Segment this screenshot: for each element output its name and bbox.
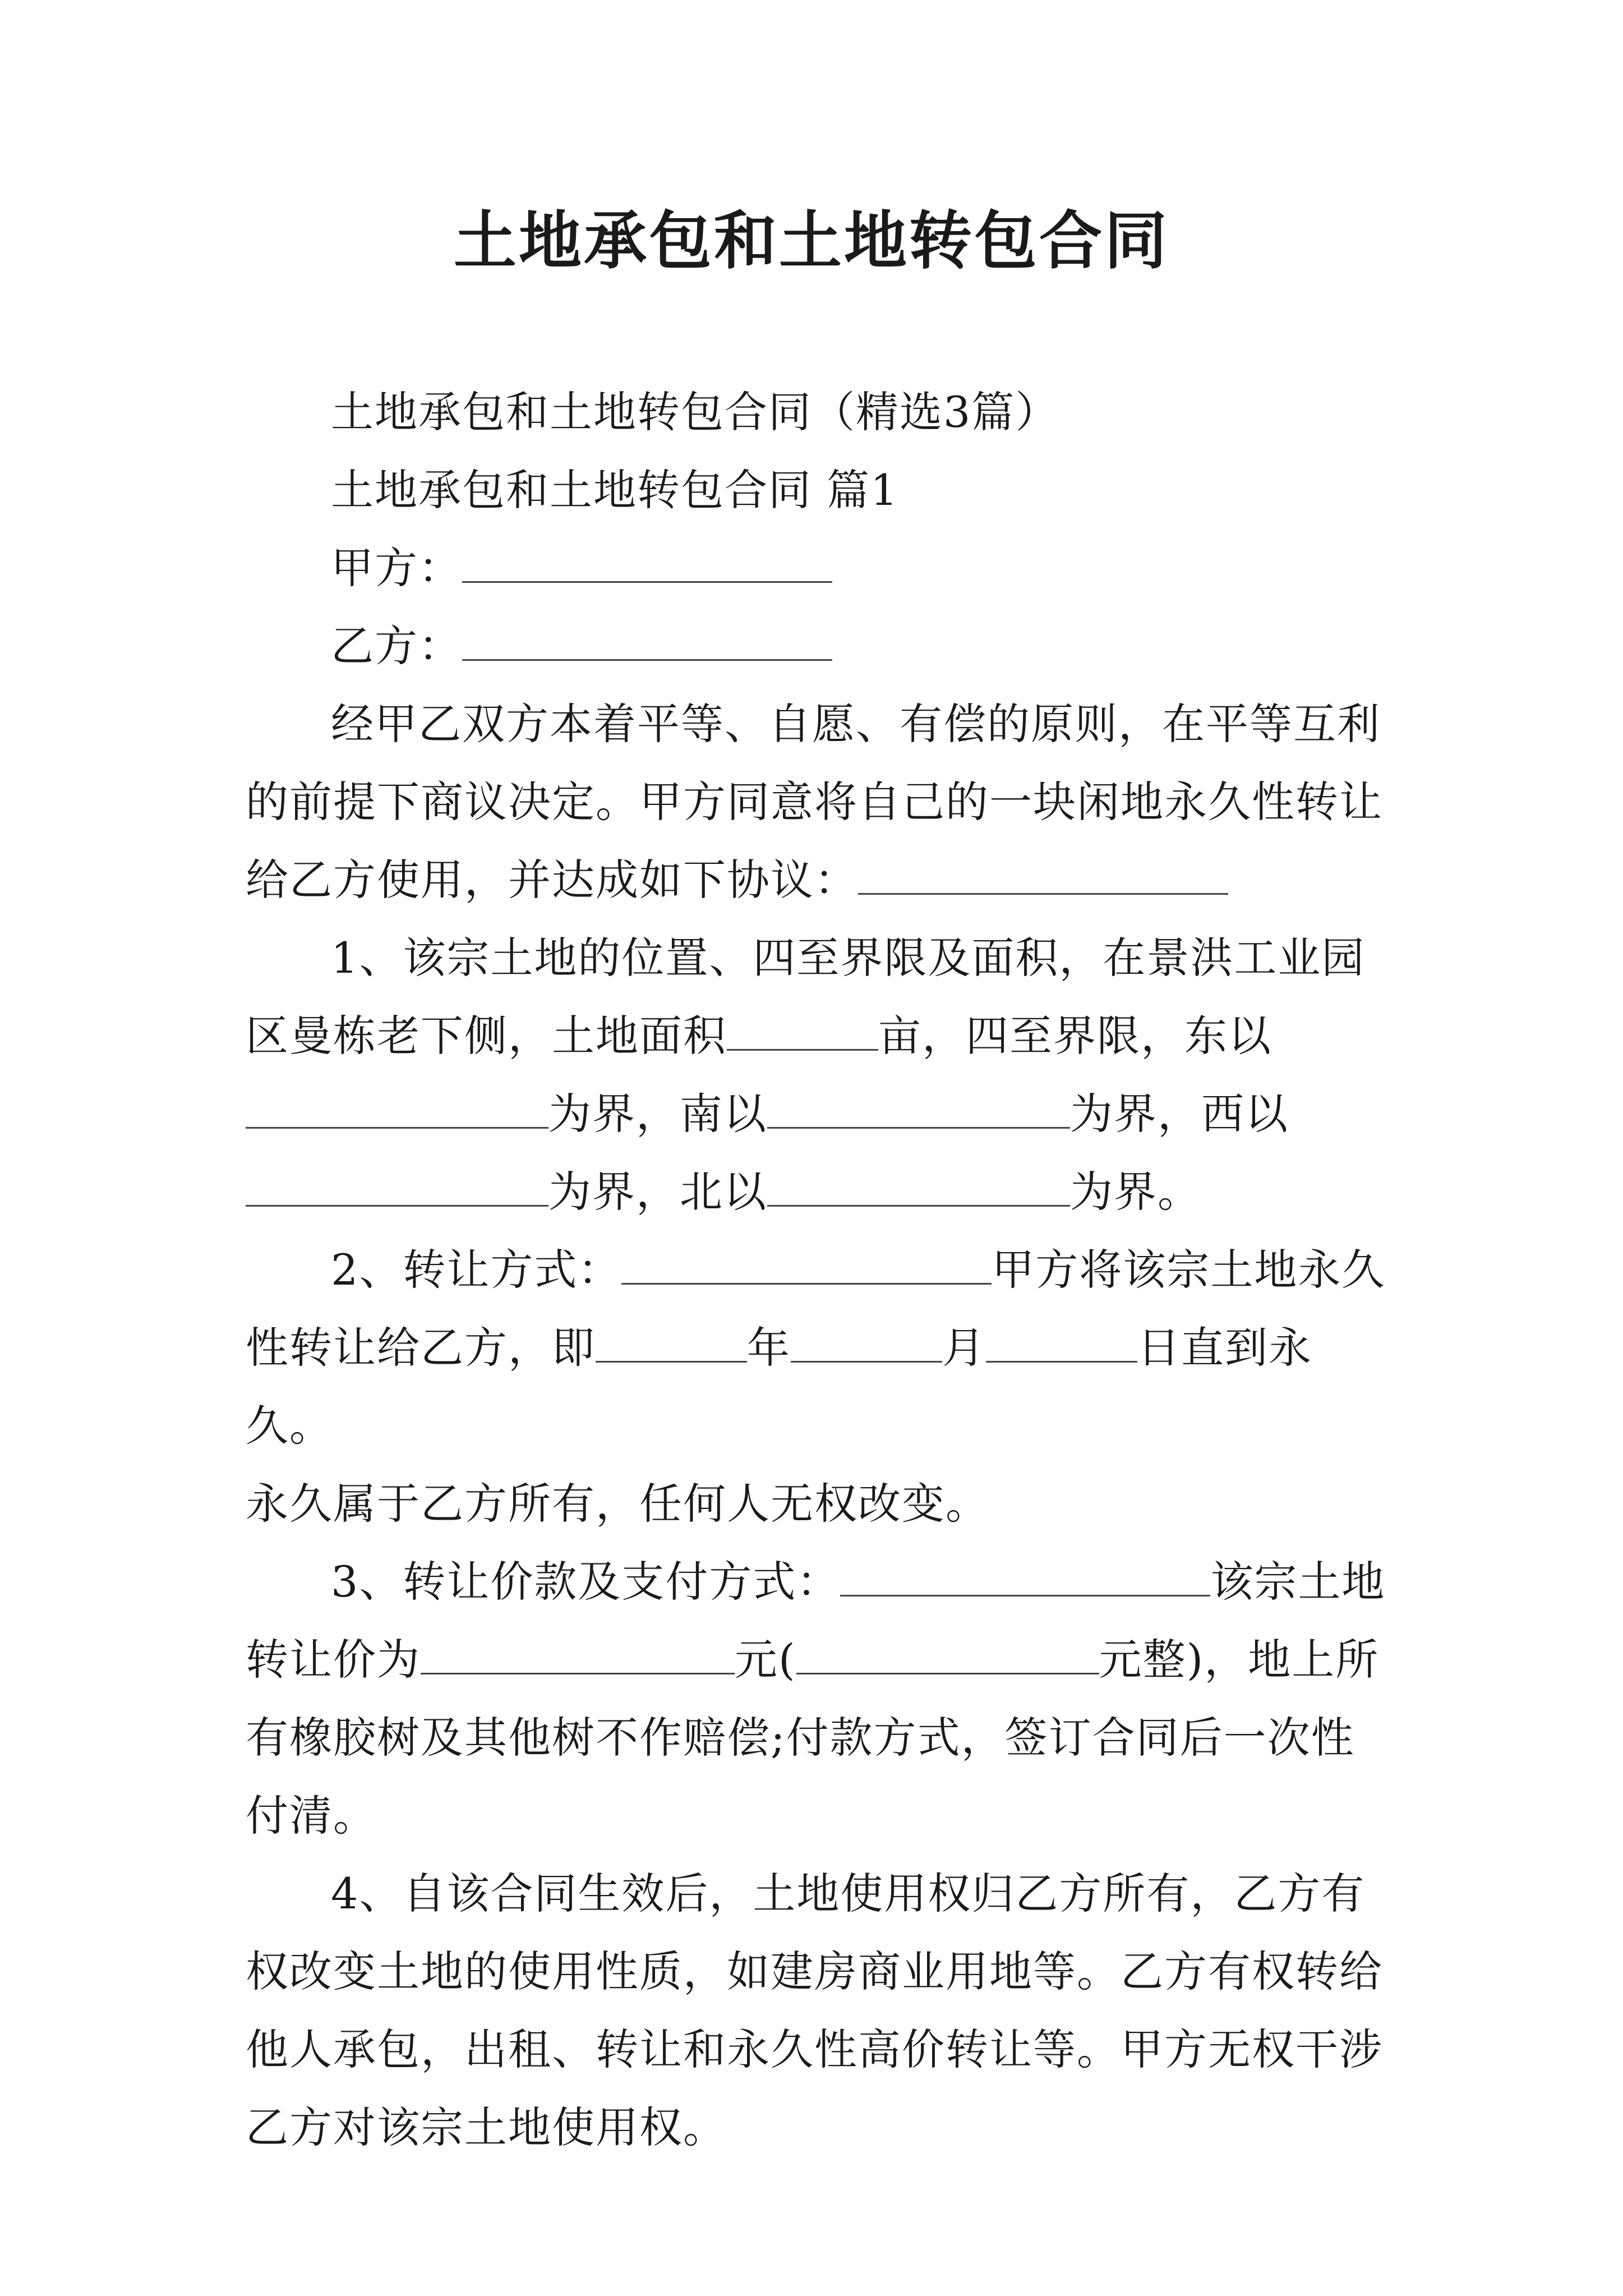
- clause-1-line-2b: 亩，四至界限，东以: [878, 1011, 1272, 1061]
- clause-1-line-3b: 为界，西以: [1070, 1089, 1289, 1139]
- section-heading: [246, 451, 1390, 529]
- clause-1-line-4b: 为界。: [1070, 1167, 1201, 1217]
- clause-3: [246, 1543, 1390, 1855]
- east-boundary-blank: [246, 1092, 548, 1129]
- clause-3-line-4: 付清。: [246, 1791, 377, 1841]
- clause-3-line-2c: 元整)，地上所: [1099, 1635, 1380, 1685]
- area-blank: [727, 1014, 878, 1051]
- clause-1-line-4a: 为界，北以: [548, 1167, 767, 1217]
- payment-method-blank: [840, 1560, 1210, 1596]
- party-a-label: 甲方：: [331, 543, 462, 593]
- clause-2-line-3: 永久属于乙方所有，任何人无权改变。: [246, 1479, 989, 1529]
- clause-1-line-3a: 为界，南以: [548, 1089, 767, 1139]
- clause-3-line-2a: 转让价为: [246, 1635, 421, 1685]
- clause-2-line-2: [246, 1309, 1390, 1465]
- transfer-method-blank: [621, 1248, 992, 1285]
- intro-paragraph: [246, 685, 1390, 919]
- subtitle-text: 土地承包和土地转包合同（精选3篇）: [331, 387, 1059, 437]
- clause-1-line-1: 1、该宗土地的位置、四至界限及面积，在景洪工业园: [331, 933, 1366, 983]
- document-title: 土地承包和土地转包合同: [454, 204, 1169, 278]
- clause-3-line-1a: 3、转让价款及支付方式：: [331, 1557, 841, 1607]
- clause-1-line-2: [246, 997, 1390, 1075]
- intro-line-3: [246, 841, 1390, 919]
- party-b-line: [246, 607, 1390, 685]
- year-label: 年: [747, 1323, 791, 1373]
- party-a-line: [246, 529, 1390, 607]
- subtitle: [246, 373, 1390, 451]
- clause-3-line-1b: 该宗土地: [1210, 1557, 1386, 1607]
- clause-1-line-2a: 区曼栋老下侧，土地面积: [246, 1011, 727, 1061]
- intro-line-3-text: 给乙方使用，并达成如下协议：: [246, 855, 858, 905]
- clause-2-line-1b: 甲方将该宗土地永久: [992, 1245, 1386, 1295]
- clause-3-line-3: 有橡胶树及其他树不作赔偿;付款方式，签订合同后一次性: [246, 1713, 1355, 1763]
- south-boundary-blank: [767, 1092, 1070, 1129]
- clause-2-line-2a: 性转让给乙方，即: [246, 1323, 596, 1373]
- north-boundary-blank: [767, 1170, 1070, 1207]
- clause-1-line-3: [246, 1075, 1390, 1153]
- price-blank: [421, 1638, 735, 1674]
- clause-3-line-1: [246, 1543, 1390, 1621]
- clause-3-line-2: [246, 1621, 1390, 1699]
- year-blank: [596, 1326, 747, 1363]
- clause-4-line-3: 他人承包，出租、转让和永久性高价转让等。甲方无权干涉: [246, 2024, 1383, 2074]
- clause-2-line-1: [246, 1231, 1390, 1309]
- price-words-blank: [796, 1638, 1099, 1674]
- agreement-blank: [858, 858, 1228, 895]
- clause-2-line-1a: 2、转让方式：: [331, 1245, 622, 1295]
- clause-4-line-2: 权改变土地的使用性质，如建房商业用地等。乙方有权转给: [246, 1947, 1383, 1996]
- month-label: 月: [942, 1323, 986, 1373]
- clause-2: [246, 1231, 1390, 1543]
- party-b-label: 乙方：: [331, 621, 462, 671]
- clause-4: [246, 1855, 1390, 2166]
- party-b-blank: [462, 624, 832, 661]
- document-body: [246, 373, 1390, 2166]
- clause-4-line-1: 4、自该合同生效后，土地使用权归乙方所有，乙方有: [331, 1869, 1366, 1918]
- month-blank: [791, 1326, 942, 1363]
- clause-2-line-2d: 日直到永久。: [246, 1323, 1312, 1451]
- clause-3-line-2b: 元(: [735, 1635, 796, 1685]
- clause-1: [246, 919, 1390, 1231]
- west-boundary-blank: [246, 1170, 548, 1207]
- party-a-blank: [462, 546, 832, 583]
- clause-4-line-4: 乙方对该宗土地使用权。: [246, 2102, 727, 2152]
- day-blank: [986, 1326, 1137, 1363]
- intro-line-1: 经甲乙双方本着平等、自愿、有偿的原则，在平等互利: [331, 699, 1381, 749]
- clause-1-line-4: [246, 1153, 1390, 1231]
- section-heading-text: 土地承包和土地转包合同 篇1: [331, 465, 899, 515]
- intro-line-2: 的前提下商议决定。甲方同意将自己的一块闲地永久性转让: [246, 777, 1383, 827]
